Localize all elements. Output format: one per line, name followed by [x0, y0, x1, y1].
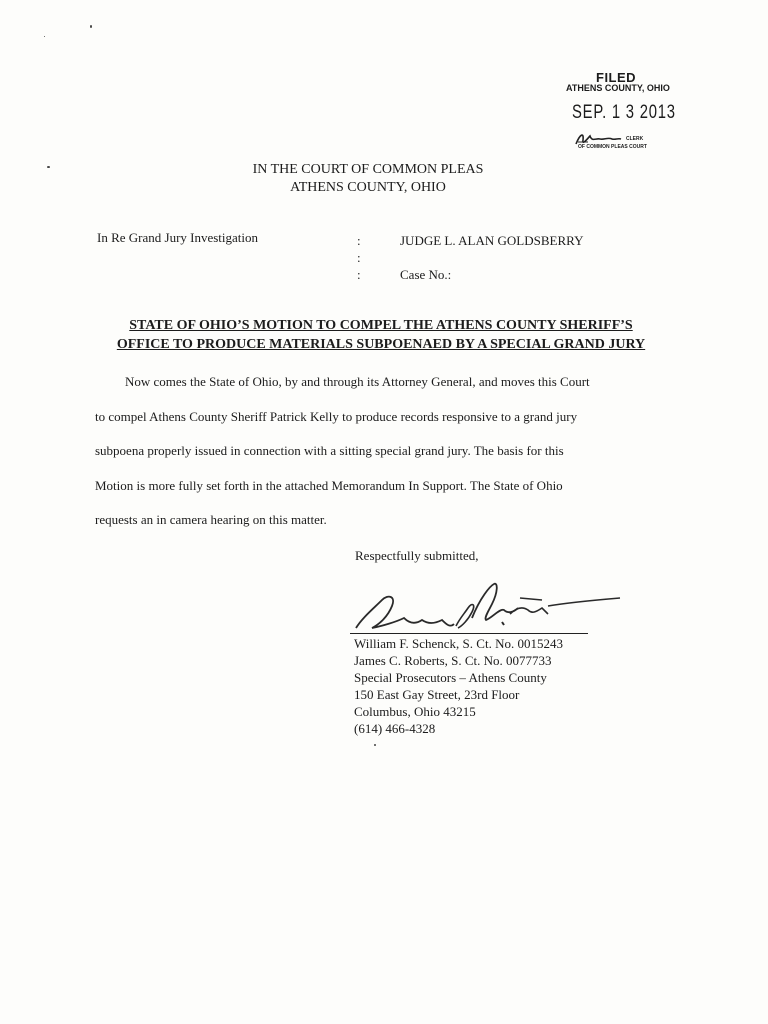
- stamp-court: OF COMMON PLEAS COURT: [578, 144, 647, 150]
- court-name: IN THE COURT OF COMMON PLEAS: [252, 162, 484, 177]
- stamp-county: ATHENS COUNTY, OHIO: [566, 83, 670, 93]
- scan-speck: [374, 744, 376, 746]
- attorney-title: Special Prosecutors – Athens County: [354, 670, 547, 685]
- attorney-1: William F. Schenck, S. Ct. No. 0015243: [354, 636, 563, 651]
- caption-colon: :: [357, 267, 361, 282]
- caption-colon: :: [357, 250, 361, 265]
- body-line: Now comes the State of Ohio, by and through its Attorney General, and moves this Court: [125, 374, 590, 389]
- address-city: Columbus, Ohio 43215: [354, 704, 476, 719]
- scan-speck: [47, 166, 50, 168]
- stamp-filed: FILED: [596, 70, 637, 85]
- closing: Respectfully submitted,: [355, 548, 479, 563]
- phone-number: (614) 466-4328: [354, 721, 436, 736]
- body-line: Motion is more fully set forth in the attached Memorandum In Support. The State of Ohio: [95, 478, 563, 493]
- court-county: ATHENS COUNTY, OHIO: [290, 180, 446, 195]
- case-matter: In Re Grand Jury Investigation: [97, 230, 259, 245]
- attorney-signature-icon: [352, 578, 622, 640]
- attorney-2: James C. Roberts, S. Ct. No. 0077733: [354, 653, 552, 668]
- motion-title-line-1: STATE OF OHIO’S MOTION TO COMPEL THE ATHENS COUNTY SHERIFF’S: [129, 318, 633, 333]
- scan-speck: [90, 25, 92, 28]
- body-line: to compel Athens County Sheriff Patrick Kelly to produce records responsive to a grand jury: [95, 409, 578, 424]
- stamp-date: SEP. 1 3 2013: [572, 102, 676, 123]
- case-number: Case No.:: [400, 267, 452, 282]
- body-line: subpoena properly issued in connection with a sitting special grand jury. The basis for this: [95, 443, 564, 458]
- scan-speck: [44, 36, 45, 37]
- caption-colon: :: [357, 233, 361, 248]
- motion-title-line-2: OFFICE TO PRODUCE MATERIALS SUBPOENAED BY A SPECIAL GRAND JURY: [116, 337, 646, 352]
- signature-line: [350, 633, 588, 634]
- body-line: requests an in camera hearing on this matter.: [95, 512, 327, 527]
- judge-name: JUDGE L. ALAN GOLDSBERRY: [400, 233, 584, 248]
- address-street: 150 East Gay Street, 23rd Floor: [354, 687, 520, 702]
- stamp-clerk: CLERK: [626, 136, 644, 142]
